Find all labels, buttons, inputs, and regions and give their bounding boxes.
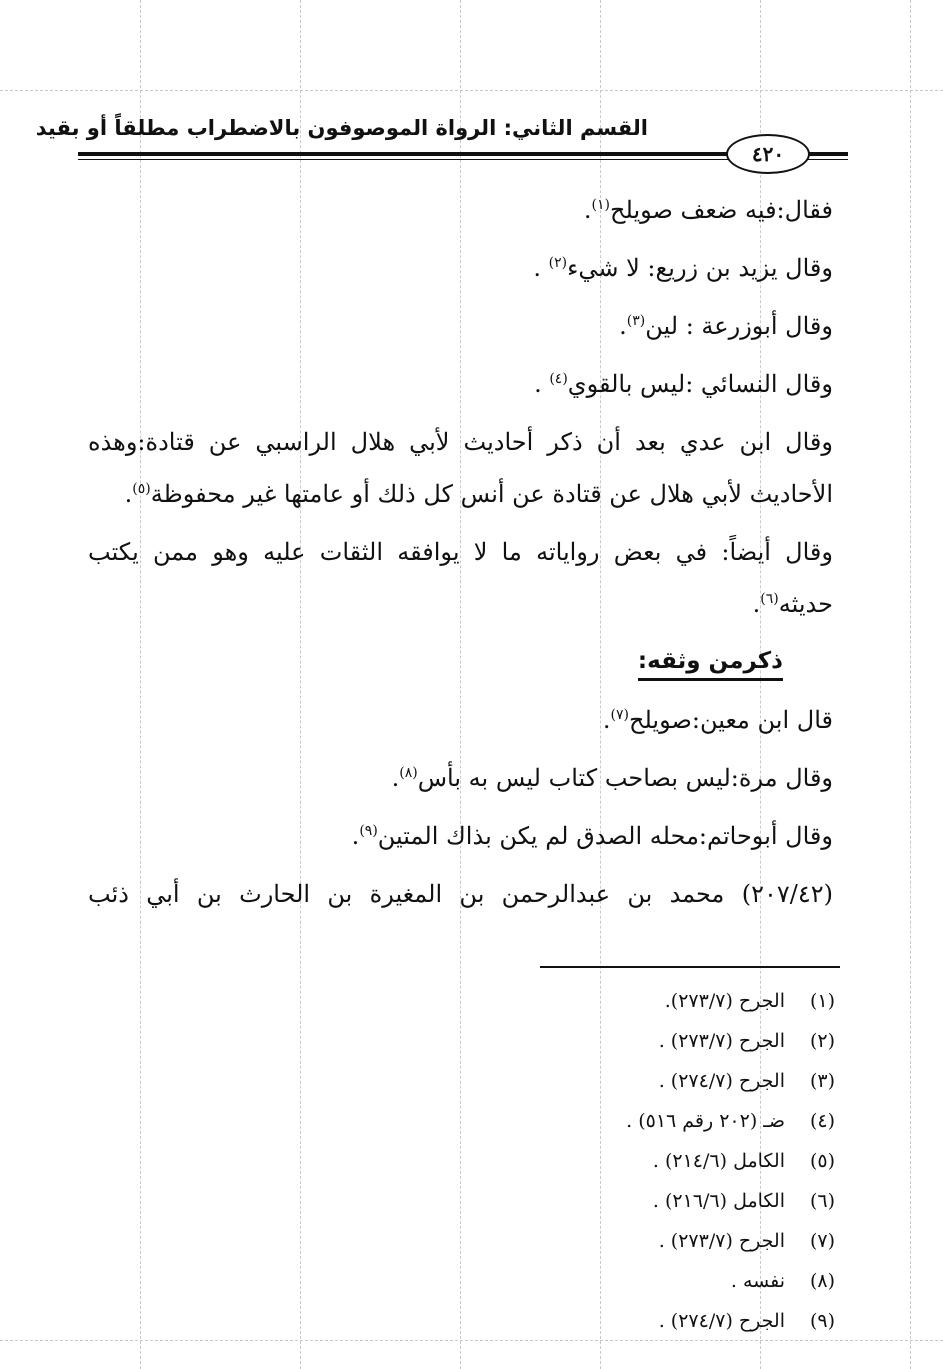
footnote-ref: (٦) (760, 591, 779, 607)
footnote-text: الجرح (٢٧٣/٧) . (658, 1230, 785, 1252)
paragraph-text: وقال أبوحاتم:محله الصدق لم يكن بذاك المتين (377, 822, 833, 850)
footnote-text: الجرح (٢٧٤/٧) . (658, 1310, 785, 1332)
grid-line (0, 1340, 943, 1341)
footnote-item (731, 1270, 835, 1292)
footnote-number: (١) (809, 990, 835, 1012)
header-rule (808, 159, 848, 160)
body-line (88, 538, 833, 566)
header-rule (78, 159, 728, 160)
footnote-number: (٩) (809, 1310, 835, 1332)
footnote-ref: (٩) (359, 823, 378, 839)
footnote-number: (٧) (809, 1230, 835, 1252)
footnote-ref: (٨) (399, 765, 418, 781)
body-paragraph: وقال أبوحاتم:محله الصدق لم يكن بذاك المتين$^{(٩)}$. (351, 822, 833, 850)
footnote-text: الجرح (٢٧٣/٧) . (658, 1030, 785, 1052)
footnote-ref: (٥) (132, 481, 151, 497)
section-heading: ذكرمن وثقه: (638, 648, 783, 681)
footnote-text: ضـ (٢٠٢ رقم ٥١٦) . (626, 1110, 785, 1132)
body-paragraph: فقال:فيه ضعف صويلح$^{(١)}$. (583, 196, 833, 224)
header-rule (78, 152, 728, 156)
running-title: القسم الثاني: الرواة الموصوفون بالاضطراب مطلقاً أو بقيد (35, 116, 648, 140)
footnote-item (659, 1070, 835, 1092)
paragraph-text: وقال ابن عدي بعد أن ذكر أحاديث لأبي هلال الراسبي عن قتادة:وهذه (88, 428, 833, 456)
footnote-item (659, 1310, 835, 1332)
paragraph-text: الأحاديث لأبي هلال عن قتادة عن أنس كل ذلك أو عامتها غير محفوظة (150, 480, 833, 508)
footnote-ref: (١) (591, 197, 611, 213)
footnote-item (653, 1190, 835, 1212)
footnote-text: الجرح (٢٧٤/٧) . (658, 1070, 785, 1092)
body-paragraph: وقال النسائي :ليس بالقوي$^{(٤)}$ . (534, 370, 833, 398)
footnote-text: الكامل (٢١٦/٦) . (652, 1190, 785, 1212)
footnote-number: (٤) (809, 1110, 835, 1132)
page-number: ٤٢٠ (726, 134, 810, 174)
body-line (88, 428, 833, 456)
paragraph-text: وقال أيضاً: في بعض رواياته ما لا يوافقه الثقات عليه وهو ممن يكتب (88, 538, 833, 566)
body-paragraph: وقال أبوزرعة : لين$^{(٣)}$. (619, 312, 833, 340)
grid-line (300, 0, 301, 1369)
footnote-number: (٣) (809, 1070, 835, 1092)
paragraph-text: وقال مرة:ليس بصاحب كتاب ليس به بأس (417, 764, 833, 792)
paragraph-text: (٢٠٧/٤٢) محمد بن عبدالرحمن بن المغيرة بن الحارث بن أبي ذئب (88, 880, 833, 908)
page-header (35, 108, 848, 178)
body-paragraph: وقال مرة:ليس بصاحب كتاب ليس به بأس$^{(٨)}$. (391, 764, 833, 792)
grid-line (140, 0, 141, 1369)
footnote-item (626, 1110, 835, 1132)
paragraph-text: وقال أبوزرعة : لين (645, 312, 833, 340)
paragraph-text: حديثه (778, 590, 833, 618)
footnote-text: الكامل (٢١٤/٦) . (652, 1150, 785, 1172)
footnote-item (659, 1030, 835, 1052)
footnote-number: (٥) (809, 1150, 835, 1172)
footnote-number: (٨) (809, 1270, 835, 1292)
paragraph-text: وقال النسائي :ليس بالقوي (567, 370, 833, 398)
grid-line (0, 90, 943, 91)
footnote-item (665, 990, 835, 1012)
body-paragraph: وقال يزيد بن زريع: لا شيء$^{(٢)}$ . (533, 254, 833, 282)
body-line (88, 880, 833, 908)
paragraph-text: قال ابن معين:صويلح (628, 706, 833, 734)
grid-line (460, 0, 461, 1369)
footnote-item (653, 1150, 835, 1172)
body-line: الأحاديث لأبي هلال عن قتادة عن أنس كل ذلك أو عامتها غير محفوظة$^{(٥)}$. (124, 480, 833, 508)
footnote-ref: (٤) (549, 371, 568, 387)
footnote-ref: (٢) (548, 255, 568, 271)
body-paragraph: قال ابن معين:صويلح$^{(٧)}$. (602, 706, 833, 734)
footnote-separator (540, 966, 840, 968)
paragraph-text: وقال يزيد بن زريع: لا شيء (567, 254, 833, 282)
body-line: حديثه$^{(٦)}$. (752, 590, 833, 618)
footnote-item (659, 1230, 835, 1252)
footnote-ref: (٣) (626, 313, 646, 329)
paragraph-text: فقال:فيه ضعف صويلح (610, 196, 833, 224)
footnote-number: (٢) (809, 1030, 835, 1052)
grid-line (910, 0, 911, 1369)
footnote-text: نفسه . (730, 1270, 785, 1292)
footnote-ref: (٧) (610, 707, 629, 723)
header-rule (808, 152, 848, 156)
footnote-number: (٦) (809, 1190, 835, 1212)
footnote-text: الجرح (٢٧٣/٧). (664, 990, 785, 1012)
